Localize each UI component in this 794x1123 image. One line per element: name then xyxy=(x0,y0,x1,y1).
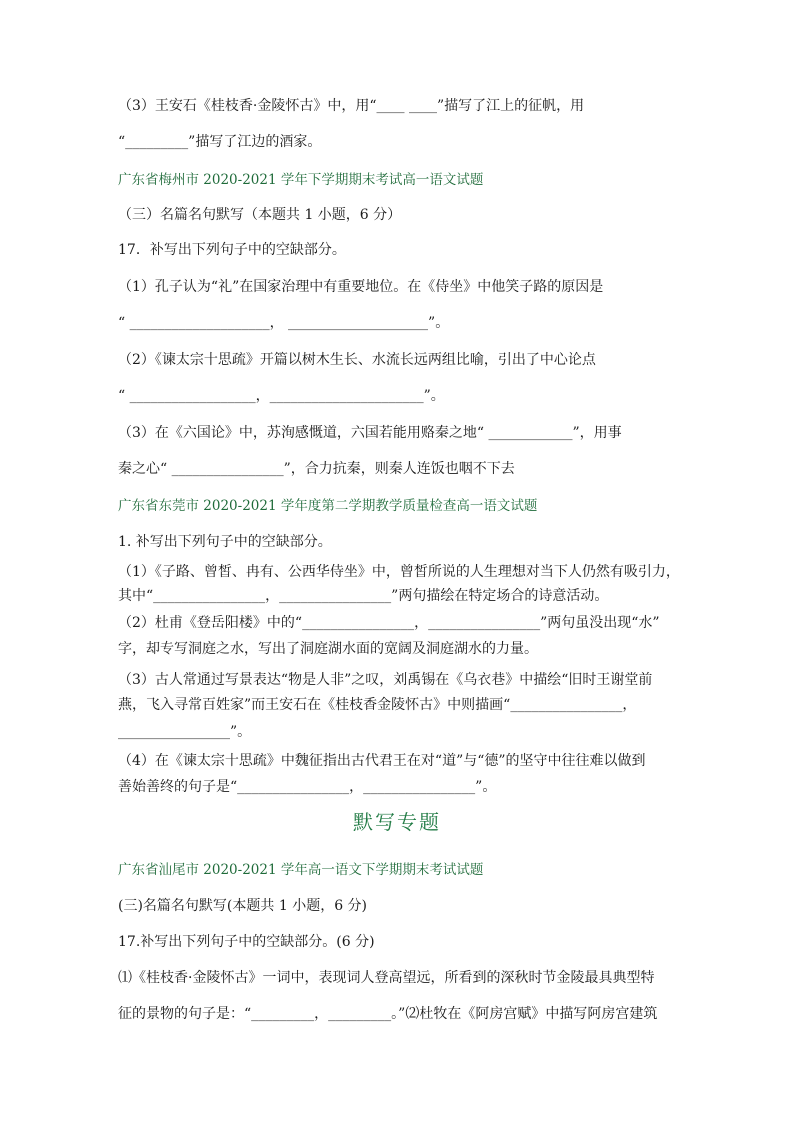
line-13: 1. 补写出下列句子中的空缺部分。 xyxy=(118,534,332,550)
page-title: 默写专题 xyxy=(353,810,441,834)
line-10: （3）在《六国论》中，苏洵感慨道，六国若能用赂秦之地“ ____________”，用事 xyxy=(118,425,622,441)
line-7: “ ____________________， ____________________”。 xyxy=(118,315,450,331)
line-15: 其中“________________，________________”两句描绘在特定场合的诗意活动。 xyxy=(118,588,609,604)
line-27: 征的景物的句子是：“_________，_________。”⑵杜牧在《阿房宫赋》中描写阿房宫建筑 xyxy=(118,1006,658,1022)
line-26: ⑴《桂枝香·金陵怀古》一词中，表现词人登高望远，所看到的深秋时节金陵最具典型特 xyxy=(118,970,655,986)
line-16: （2）杜甫《登岳阳楼》中的“________________，________________”两句虽没出现“水” xyxy=(118,615,660,631)
line-19: 燕，飞入寻常百姓家”而王安石在《桂枝香金陵怀古》中则描画“________________， xyxy=(118,697,637,713)
line-18: （3）古人常通过写景表达“物是人非”之叹，刘禹锡在《乌衣巷》中描绘“旧时王谢堂前 xyxy=(118,672,653,688)
line-20: ________________”。 xyxy=(118,724,252,740)
line-24: (三)名篇名句默写(本题共 1 小题，6 分) xyxy=(118,898,368,914)
line-9: “ __________________，______________________”。 xyxy=(118,388,445,404)
line-5: 17．补写出下列句子中的空缺部分。 xyxy=(118,242,346,258)
section-heading-shanwei: 广东省汕尾市 2020-2021 学年高一语文下学期期末考试试题 xyxy=(118,862,484,878)
line-8: （2）《谏太宗十思疏》开篇以树木生长、水流长远两组比喻，引出了中心论点 xyxy=(118,352,596,368)
section-heading-dongguan: 广东省东莞市 2020-2021 学年度第二学期教学质量检查高一语文试题 xyxy=(118,498,538,514)
line-22: 善始善终的句子是“________________，________________”。 xyxy=(118,779,497,795)
line-21: （4）在《谏太宗十思疏》中魏征指出古代君王在对“道”与“德”的坚守中往往难以做到 xyxy=(118,753,646,769)
line-25: 17.补写出下列句子中的空缺部分。(6 分) xyxy=(118,934,375,950)
line-2: “_________”描写了江边的酒家。 xyxy=(118,134,322,150)
line-17: 字，却专写洞庭之水，写出了洞庭湖水面的宽阔及洞庭湖水的力量。 xyxy=(118,641,538,657)
line-6: （1）孔子认为“礼”在国家治理中有重要地位。在《侍坐》中他笑子路的原因是 xyxy=(118,279,604,295)
line-4: （三）名篇名句默写（本题共 1 小题，6 分） xyxy=(118,207,402,223)
line-1: （3）王安石《桂枝香·金陵怀古》中，用“____ ____”描写了江上的征帆，用 xyxy=(118,98,585,114)
section-heading-meizhou: 广东省梅州市 2020-2021 学年下学期期末考试高一语文试题 xyxy=(118,172,484,188)
line-14: （1）《子路、曾皙、冉有、公西华侍坐》中，曾皙所说的人生理想对当下人仍然有吸引力， xyxy=(118,564,680,580)
line-11: 秦之心“ ________________”，合力抗秦，则秦人连饭也咽不下去 xyxy=(118,461,515,477)
